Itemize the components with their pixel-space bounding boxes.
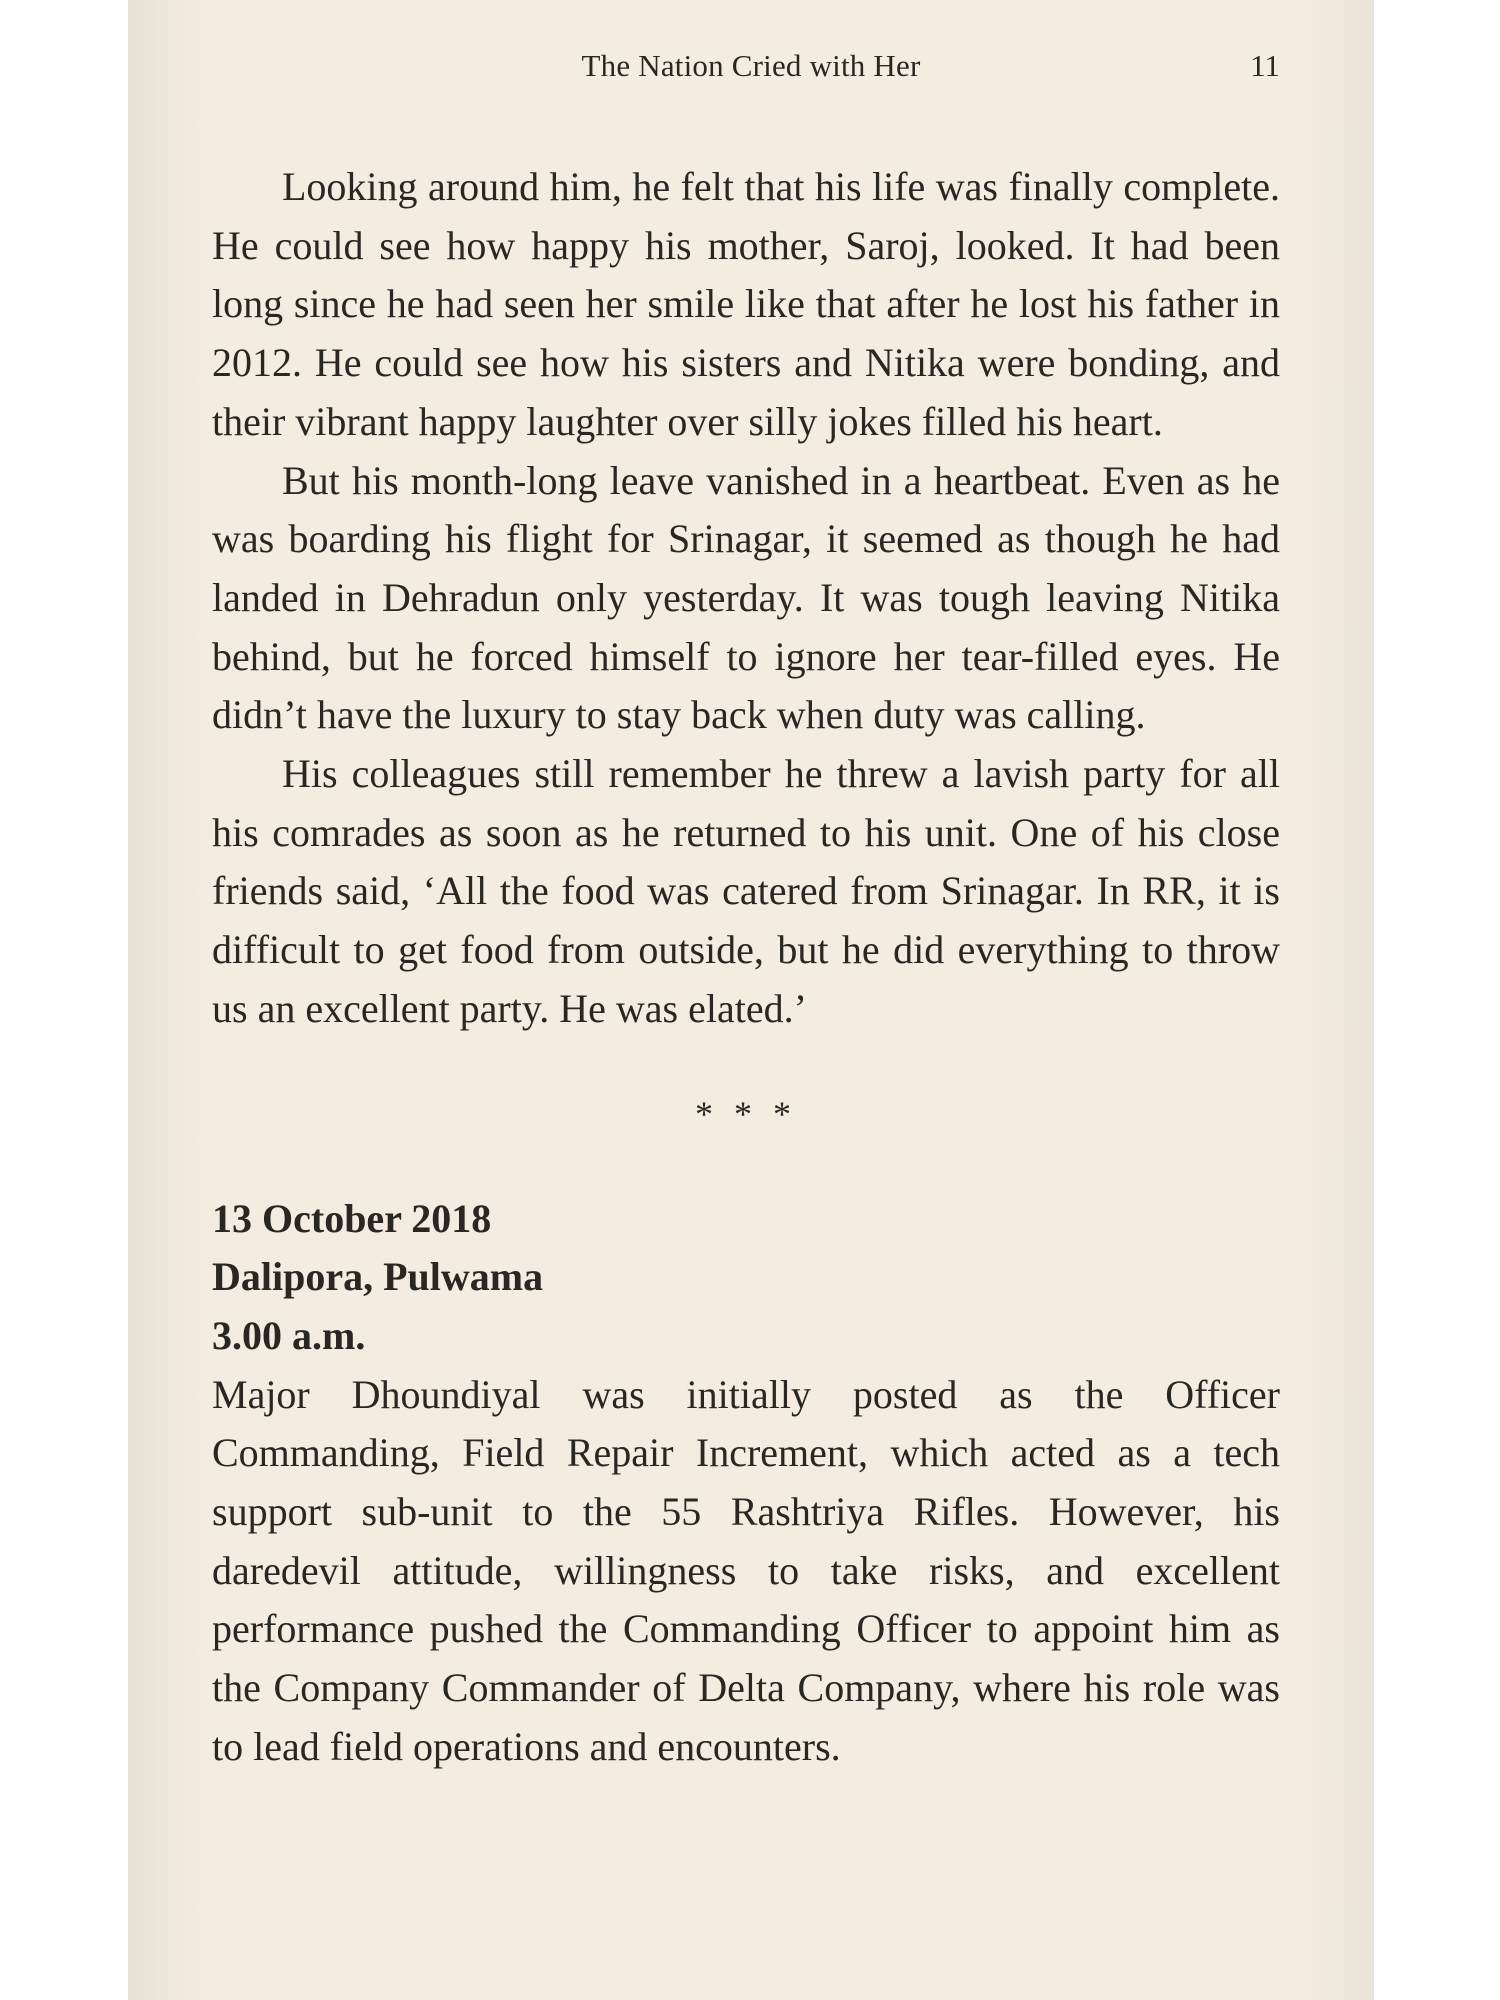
section-place: Dalipora, Pulwama	[212, 1254, 544, 1300]
chapter-title: The Nation Cried with Her	[581, 48, 921, 83]
page-body	[212, 158, 1280, 1777]
section-break: * * *	[695, 1093, 797, 1134]
paragraph: Looking around him, he felt that his life was finally complete. He could see how happy his mother, Saroj, looked. It had been long since he had seen her smile like that after he lost his father in 2012. He could see how his sisters and Nitika were bonding, and their vibrant happy laughter over silly jokes filled his heart.	[212, 164, 1280, 444]
section-date: 13 October 2018	[212, 1195, 492, 1241]
running-head	[128, 46, 1374, 86]
paragraph: But his month-long leave vanished in a heartbeat. Even as he was boarding his flight for Srinagar, it seemed as though he had landed in Dehradun only yesterday. It was tough leaving Nitika behind, but he forced himself to ignore her tear-filled eyes. He didn’t have the luxury to stay back when duty was calling.	[212, 457, 1280, 738]
page-number: 11	[1250, 48, 1280, 83]
book-page	[128, 0, 1374, 2000]
paragraph: His colleagues still remember he threw a lavish party for all his comrades as soon as he returned to his unit. One of his close friends said, ‘All the food was catered from Srinagar. In RR, it is difficult to get food from outside, but he did everything to throw us an excellent party. He was elated.’	[212, 751, 1280, 1031]
paragraph: Major Dhoundiyal was initially posted as the Officer Commanding, Field Repair Increment, which acted as a tech support sub-unit to the 55 Rashtriya Rifles. However, his daredevil attitude, willingness to take risks, and excellent performance pushed the Commanding Officer to appoint him as the Company Commander of Delta Company, where his role was to lead field operations and encounters.	[212, 1371, 1280, 1769]
section-time: 3.00 a.m.	[212, 1312, 366, 1358]
